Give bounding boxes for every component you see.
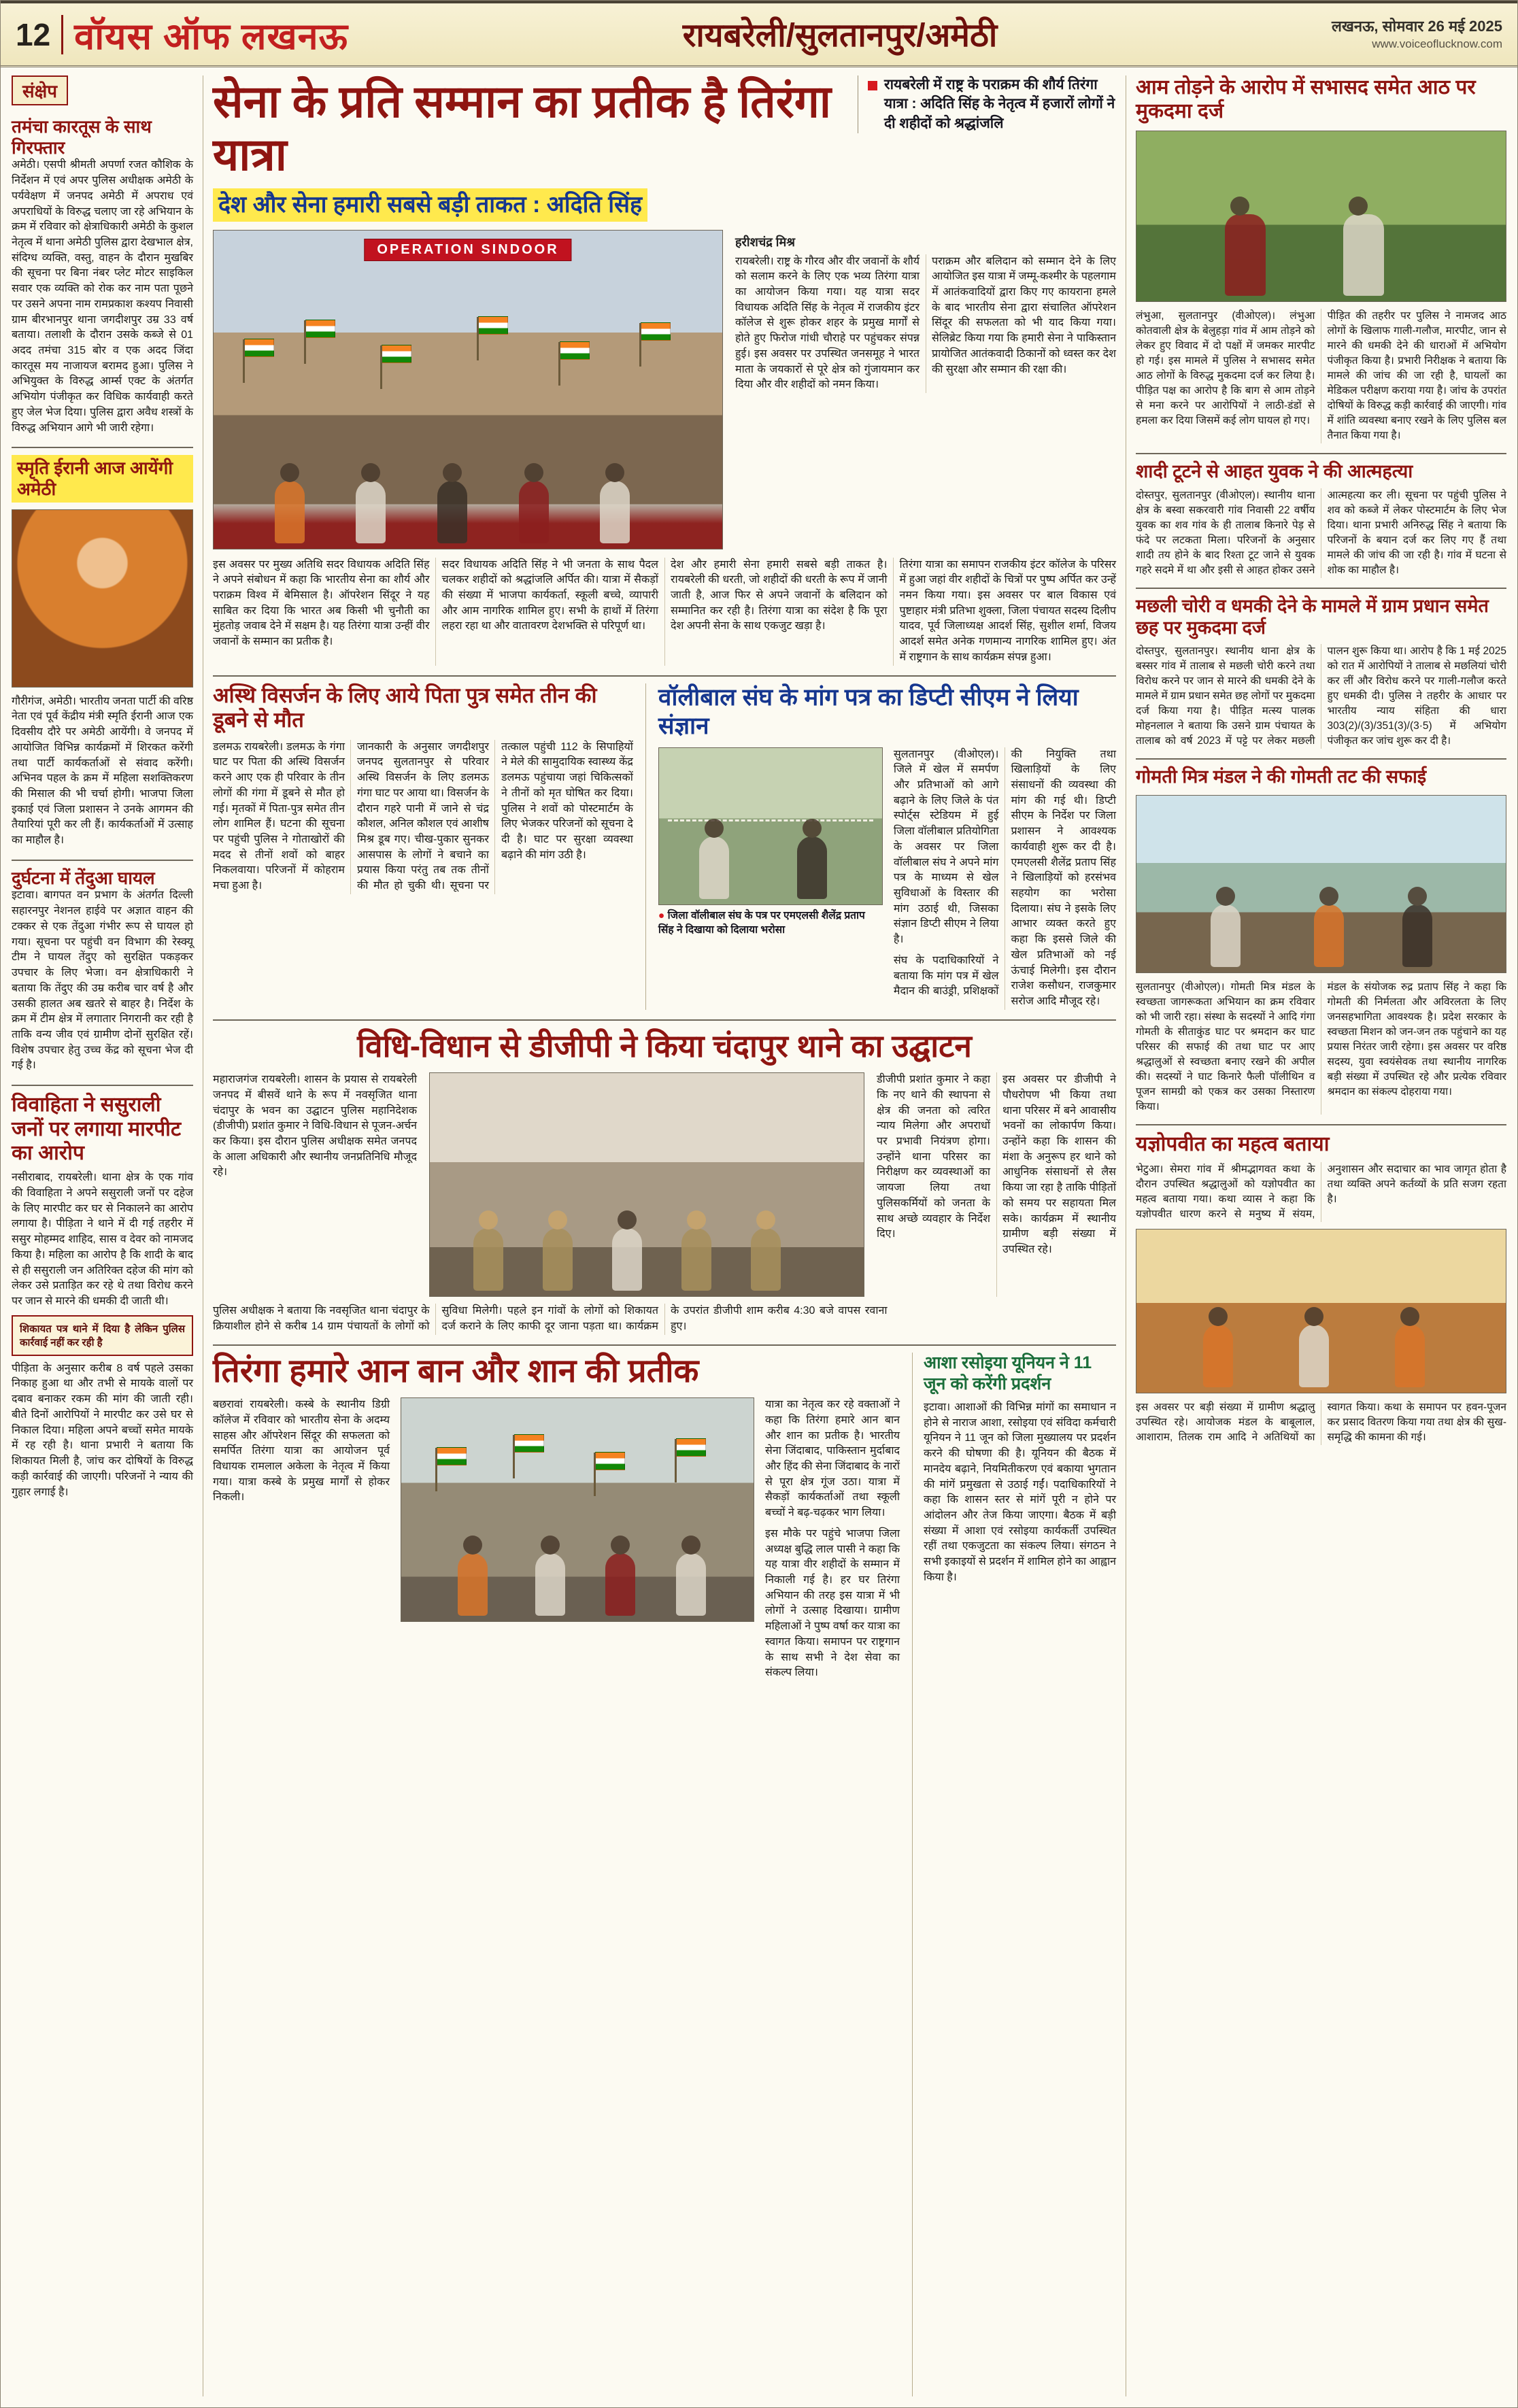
person-figure [605,1553,635,1616]
masthead [1,1,1517,67]
tiranga-paragraph-1: रायबरेली। राष्ट्र के गौरव और वीर जवानों के शौर्य को सलाम करने के लिए एक भव्य तिरंगा यात्रा का आयोजन किया गया। यह यात्रा सदर विधायक अदिति सिंह के नेतृत्व में राजकीय इंटर कॉलेज से शुरू होकर शहर के प्रमुख मार्गों से होते हुए फिरोज गांधी चौराहे पर पहुंचकर संपन्न हुई। इस अवसर पर उपस्थित जनसमूह ने भारत माता के जयकारों से पूरे क्षेत्र को गुंजायमान कर दिया और वीर शहीदों को नमन किया। [735,255,920,391]
photo-smriti-irani [12,509,193,688]
police-figure [543,1228,573,1291]
tiranga-paragraph-6: तिरंगा यात्रा का समापन राजकीय इंटर कॉलेज के परिसर में हुआ जहां वीर शहीदों के चित्रों पर पुष्प अर्पित कर उन्हें नमन किया गया। इस अवसर पर बाल विकास एवं पुष्टाहार मंत्री प्रतिभा शुक्ला, जिला पंचायत सदस्य दिलीप यादव, पूर्व जिलाध्यक्ष आदर्श सिंह, सुशील शर्मा, विजय आदर्श समेत अनेक गणमान्य नागरिक शामिल हुए। अंत में राष्ट्रगान के साथ कार्यक्रम संपन्न हुआ। [899,558,1116,663]
person-figure [1402,904,1432,967]
mango-paragraph-2: पीड़ित की तहरीर पर पुलिस ने नामजद आठ लोगों के खिलाफ गाली-गलौज, मारपीट, जान से मारने की धमकी देने की धाराओं में अभियोग पंजीकृत किया है। प्रभारी निरीक्षक ने बताया कि मामले की जांच की जा रही है, घायलों का मेडिकल परीक्षण कराया गया है। जांच के उपरांत दोषियों के विरुद्ध कड़ी कार्रवाई की जाएगी। गांव में शांति व्यवस्था बनाए रखने के लिए पुलिस बल तैनात किया गया है। [1327,309,1506,441]
aanbaan-paragraph-2: यात्रा का नेतृत्व कर रहे वक्ताओं ने कहा कि तिरंगा हमारे आन बान और शान का प्रतीक है। भारतीय सेना जिंदाबाद, पाकिस्तान मुर्दाबाद और हिंद की सेना जिंदाबाद के नारों से पूरा क्षेत्र गूंज उठा। यात्रा में सैकड़ों कार्यकर्ताओं तथा स्कूली बच्चों ने बढ़-चढ़कर भाग लिया। [765,1399,900,1519]
photo-tiranga-yatra [213,230,723,549]
volleyball-paragraph-2: संघ के पदाधिकारियों ने बताया कि मांग पत्र में खेल मैदान की बाउंड्री, प्रशिक्षकों की नियुक्ति तथा खिलाड़ियों के लिए संसाधनों की व्यवस्था की मांग की गई थी। डिप्टी सीएम के निर्देश पर जिला प्रशासन ने आवश्यक कार्यवाही शुरू कर दी है। एमएलसी शैलेंद्र प्रताप सिंह ने खिलाड़ियों को हरसंभव सहयोग का भरोसा दिलाया। संघ ने इसके लिए आभार व्यक्त करते हुए कहा कि इससे जिले की खेल प्रतिभाओं को नई ऊंचाई मिलेगी। इस दौरान राजेश कसौधन, राजकुमार सरोज आदि मौजूद रहे। [893,748,1116,1008]
gomti-headline: गोमती मित्र मंडल ने की गोमती तट की सफाई [1136,766,1427,787]
volleyball-paragraph-1: सुलतानपुर (वीओएल)। जिले में खेल में समर्पण और प्रतिभाओं को आगे बढ़ाने के लिए जिले के पंत स्पोर्ट्स स्टेडियम में हुई जिला वॉलीबाल प्रतियोगिता के अवसर पर जिला वॉलीबाल संघ ने अपने मांग पत्र के माध्यम से खेल सुविधाओं के विस्तार की मांग उठाई थी, जिसका संज्ञान डिप्टी सीएम ने लिया है। [893,748,999,946]
asha-headline: आशा रसोइया यूनियन ने 11 जून को करेंगी प्रदर्शन [924,1353,1092,1393]
flag-icon [514,1434,544,1453]
yagya-headline: यज्ञोपवीत का महत्व बताया [1136,1133,1330,1156]
article-tiranga-yatra [213,75,1116,666]
photo-tiranga-rally [401,1397,754,1622]
dgp-paragraph-3: इस अवसर पर डीजीपी ने पौधरोपण भी किया तथा थाना परिसर में बने आवासीय भवनों का लोकार्पण किया। उन्होंने कहा कि शासन की मंशा के अनुरूप हर थाने को आधुनिक संसाधनों से लैस किया जा रहा है ताकि पीड़ितों को समय पर सहायता मिल सके। कार्यक्रम में स्थानीय ग्रामीण बड़ी संख्या में उपस्थित रहे। [1002,1074,1116,1255]
flag-icon [382,345,411,363]
article-gun-arrest [12,116,193,436]
masthead-right [1332,17,1502,52]
article-fish-theft [1136,588,1506,749]
volleyball-figure [658,747,883,1010]
article-asthi-visarjan [213,683,633,1010]
section-title: रायबरेली/सुलतानपुर/अमेठी [682,18,998,54]
bottom-row [213,1344,1116,2397]
page-number: 12 [16,16,51,52]
police-figure [751,1228,781,1291]
volleyball-caption [658,909,883,938]
person-figure [1395,1325,1425,1387]
person-figure [356,481,386,543]
yagya-body-1: भेटुआ। सेमरा गांव में श्रीमद्भागवत कथा के दौरान उपस्थित श्रद्धालुओं को यज्ञोपवीत का महत्व बताया गया। कथा व्यास ने कहा कि यज्ञोपवीत धारण करने से मनुष्य में संयम, अनुशासन और सदाचार का भाव जागृत होता है तथा व्यक्ति अपने कर्तव्यों के प्रति सजग रहता है। [1136,1163,1506,1220]
article-suicide [1136,453,1506,578]
dgp-headline: विधि-विधान से डीजीपी ने किया चंदापुर थाने का उद्घाटन [357,1028,972,1064]
left-column [12,75,203,2396]
asthi-headline: अस्थि विसर्जन के लिए आये पिता पुत्र समेत तीन की डूबने से मौत [213,683,597,732]
volleyball-headline: वॉलीबाल संघ के मांग पत्र का डिप्टी सीएम ने लिया संज्ञान [658,683,1079,739]
photo-volleyball-ground [658,747,883,905]
photo-gomti-ghat [1136,795,1506,973]
person-figure [1225,214,1266,296]
article-smriti-irani [12,447,193,849]
article-gomti-cleanup [1136,758,1506,1115]
leopard-headline: दुर्घटना में तेंदुआ घायल [12,867,155,888]
article-mango-fir [1136,75,1506,443]
date-line: लखनऊ, सोमवार 26 मई 2025 [1332,18,1502,35]
person-figure [1343,214,1384,296]
person-figure [437,481,467,543]
paper-name: वॉयस ऑफ लखनऊ [74,16,349,57]
dgp-paragraph-1: महाराजगंज रायबरेली। शासन के प्रयास से रायबरेली जनपद में बीसवें थाने के रूप में नवसृजित थाना चंदापुर के भवन का उद्घाटन पुलिस महानिदेशक (डीजीपी) प्रशांत कुमार ने विधि-विधान से पूजन-अर्चन कर किया। इस दौरान पुलिस अधीक्षक समेत जनपद के आला अधिकारी और स्थानीय जनप्रतिनिधि मौजूद रहे। [213,1074,417,1178]
vivahita-body-1: नसीराबाद, रायबरेली। थाना क्षेत्र के एक गांव की विवाहिता ने अपने ससुराली जनों पर दहेज के लिए मारपीट कर घर से निकालने का आरोप लगाया है। पीड़िता ने थाने में दी गई तहरीर में ससुर मोहम्मद शाहिद, सास व देवर को नामजद किया है। महिला का आरोप है कि शादी के बाद से ही ससुराली जन अतिरिक्त दहेज की मांग को लेकर उसे प्रताड़ित कर रहे थे तथा विरोध करने पर जान से मारने की धमकी दी जाती थी। [12,1172,193,1308]
yagya-body-2: इस अवसर पर बड़ी संख्या में ग्रामीण श्रद्धालु उपस्थित रहे। आयोजक मंडल के बाबूलाल, आशाराम, तिलक राम आदि ने अतिथियों का स्वागत किया। कथा के समापन पर हवन-पूजन कर प्रसाद वितरण किया गया तथा क्षेत्र की सुख-समृद्धि की कामना की गई। [1136,1401,1506,1443]
asthi-paragraph-2: जानकारी के अनुसार जगदीशपुर जनपद सुलतानपुर से परिवार अस्थि विसर्जन के लिए डलमऊ गंगा घाट पर आया था। विसर्जन के दौरान गहरे पानी में जाने से चंद्र कौशल, अनिल कौशल एवं आशीष मिश्र डूब गए। चीख-पुकार सुनकर आसपास के लोगों ने बचाने का प्रयास किया परंतु तब तक तीनों की मौत हो चुकी थी। सूचना पर तत्काल पहुंची 112 के सिपाहियों ने मेले की सामुदायिक स्वास्थ्य केंद्र डलमऊ पहुंचाया जहां चिकित्सकों ने तीनों को मृत घोषित कर दिया। पुलिस ने शवों को पोस्टमार्टम के लिए भेजकर परिजनों को सूचना दे दी है। घाट पर सुरक्षा व्यवस्था बढ़ाने की मांग उठी है। [356,741,633,892]
flag-icon [641,322,671,341]
fish-body: दोस्तपुर, सुलतानपुर। स्थानीय थाना क्षेत्र के बस्सर गांव में तालाब से मछली चोरी करने तथा विरोध करने पर जान से मारने की धमकी देने के मामले में ग्राम प्रधान समेत छह लोगों पर मुकदमा दर्ज किया गया है। पीड़ित मत्स्य पालक मोहनलाल ने बताया कि उसने ग्राम पंचायत के तालाब को वर्ष 2023 में पट्टे पर लेकर मछली पालन शुरू किया था। आरोप है कि 1 मई 2025 को रात में आरोपियों ने तालाब से मछलियां चोरी कर लीं और विरोध करने पर गाली-गलौज करते हुए धमकी दी। पुलिस ने तहरीर के आधार पर भारतीय न्याय संहिता की धारा 303(2)/(3)/351(3)/(3·5) में अभियोग पंजीकृत कर जांच शुरू कर दी है। [1136,645,1506,747]
article-asha-union [912,1353,1116,2397]
article-volleyball-memo [645,683,1116,1010]
tiranga-subhead: देश और सेना हमारी सबसे बड़ी ताकत : अदिति सिंह [213,188,647,222]
page-content [1,67,1517,2407]
article-leopard-injured [12,860,193,1074]
masthead-divider [61,15,63,54]
tiranga-highlight-box [858,75,1116,133]
leopard-body: इटावा। बागपत वन प्रभाग के अंतर्गत दिल्ली सहारनपुर नेशनल हाईवे पर अज्ञात वाहन की टक्कर से एक तेंदुआ गंभीर रूप से घायल हो गया। सूचना पर पहुंची वन विभाग की रेस्क्यू टीम ने घायल तेंदुए को सुरक्षित पकड़कर उपचार के लिए भेजा। वन क्षेत्राधिकारी ने बताया कि तेंदुए की उम्र करीब चार वर्ष है और उसकी हालत अब खतरे से बाहर है। निर्देश के क्रम में टीम क्षेत्र में लगातार निगरानी कर रही है ताकि वन्य जीव एवं ग्रामीण दोनों सुरक्षित रहें। विशेष उपचार हेतु उच्च केंद्र को सूचना भेज दी गई है। [12,889,193,1072]
flag-icon [305,320,335,338]
tiranga-headline: सेना के प्रति सम्मान का प्रतीक है तिरंगा यात्रा [213,76,831,180]
volleyball-caption-text: जिला वॉलीबाल संघ के पत्र पर एमएलसी शैलेंद्र प्रताप सिंह ने दिखाया को दिलाया भरोसा [658,909,865,936]
tiranga-continued-text [213,558,1116,666]
person-figure [600,481,630,543]
person-figure [612,1228,642,1291]
tiranga-highlight-text: रायबरेली में राष्ट्र के पराक्रम की शौर्य तिरंगा यात्रा : अदिति सिंह के नेतृत्व में हजारों लोगों ने दी शहीदों को श्रद्धांजलि [884,77,1115,131]
article-tiranga-aanbaan [213,1353,900,2397]
photo-katha-ritual [1136,1229,1506,1393]
website-url: www.voiceoflucknow.com [1372,37,1502,50]
person-figure [676,1553,706,1616]
vivahita-headline: विवाहिता ने ससुराली जनों पर लगाया मारपीट का आरोप [12,1093,182,1164]
person-figure [458,1553,488,1616]
police-figure [681,1228,711,1291]
person-figure [519,481,549,543]
smriti-headline: स्मृति ईरानी आज आयेंगी अमेठी [12,455,193,502]
fish-headline: मछली चोरी व धमकी देने के मामले में ग्राम प्रधान समेत छह पर मुकदमा दर्ज [1136,595,1489,638]
mango-paragraph-1: लंभुआ, सुलतानपुर (वीओएल)। लंभुआ कोतवाली क्षेत्र के बेलुहड़ा गांव में आम तोड़ने को लेकर हुए विवाद में दो पक्षों में जमकर मारपीट हो गई। इस मामले में पुलिस ने सभासद समेत आठ लोगों के विरुद्ध मुकदमा दर्ज कर लिया है। पीड़ित पक्ष का आरोप है कि बाग से आम तोड़ने से मना करने पर आरोपियों ने लाठी-डंडों से हमला कर दिया जिसमें कई लोग घायल हो गए। [1136,309,1315,426]
flag-icon [478,316,508,335]
tiranga-byline: हरीशचंद्र मिश्र [735,235,795,249]
dgp-paragraph-4: पुलिस अधीक्षक ने बताया कि नवसृजित थाना चंदापुर के क्रियाशील होने से करीब 14 ग्राम पंचायतों के लोगों को सुविधा मिलेगी। पहले इन गांवों के लोगों को शिकायत दर्ज कराने के लिए काफी दूर जाना पड़ता था। कार्यक्रम के उपरांत डीजीपी शाम करीब 4:30 बजे वापस रवाना हुए। [213,1305,888,1332]
flag-icon [595,1452,625,1470]
person-figure [797,836,827,899]
vivahita-quote-box: शिकायत पत्र थाने में दिया है लेकिन पुलिस कार्रवाई नहीं कर रही है [12,1315,193,1356]
dgp-text-right [877,1072,1116,1297]
person-figure [535,1553,565,1616]
suicide-headline: शादी टूटने से आहत युवक ने की आत्महत्या [1136,460,1413,481]
flag-icon [560,341,590,360]
person-figure [1203,1325,1233,1387]
tiranga-paragraph-5: देश और हमारी सेना हमारी सबसे बड़ी ताकत है। रायबरेली की धरती, जो शहीदों की धरती के रूप में जानी जाती है, आज फिर से अपने जवानों के बलिदान को सम्मानित कर रही है। तिरंगा यात्रा का संदेश है कि पूरा देश अपनी सेना के साथ एकजुट खड़ा है। [671,558,888,632]
operation-sindoor-banner: OPERATION SINDOOR [364,239,571,261]
police-figure [473,1228,503,1291]
aanbaan-paragraph-3: इस मौके पर पहुंचे भाजपा जिला अध्यक्ष बुद्धि लाल पासी ने कहा कि यह यात्रा वीर शहीदों के सम्मान में निकाली गई है। हर घर तिरंगा अभियान की तरह इस यात्रा में भी लोगों ने उत्साह दिखाया। ग्रामीण महिलाओं ने पुष्प वर्षा कर यात्रा का स्वागत किया। समापन पर राष्ट्रगान के साथ सभी ने देश सेवा का संकल्प लिया। [765,1527,900,1679]
tiranga-head-block [213,75,847,222]
person-figure [1299,1325,1329,1387]
flag-icon [244,339,274,357]
flag-icon [676,1438,706,1457]
photo-accused-men [1136,131,1506,302]
article-dgp-inauguration [213,1019,1116,1335]
mango-headline: आम तोड़ने के आरोप में सभासद समेत आठ पर मुकदमा दर्ज [1136,76,1476,123]
suicide-body: दोस्तपुर, सुलतानपुर (वीओएल)। स्थानीय थाना क्षेत्र के बस्वा सकरवारी गांव निवासी 22 वर्षीय युवक का शव गांव के ही तालाब किनारे पेड़ से फंदे पर लटकता मिला। परिजनों के अनुसार शादी तय होने के बाद रिश्ता टूट जाने से युवक गहरे सदमे में था और इसी से आहत होकर उसने आत्महत्या कर ली। सूचना पर पहुंची पुलिस ने शव को कब्जे में लेकर पोस्टमार्टम के लिए भेज दिया। थाना प्रभारी अनिरुद्ध सिंह ने बताया कि परिजनों के बयान दर्ज कर लिए गए हैं तथा मामले की जांच की जा रही है। गांव में घटना से शोक का माहौल है। [1136,489,1506,576]
smriti-body: गौरीगंज, अमेठी। भारतीय जनता पार्टी की वरिष्ठ नेता एवं पूर्व केंद्रीय मंत्री स्मृति ईरानी आज एक दिवसीय दौरे पर अमेठी आयेंगी। वे जनपद में आयोजित विभिन्न कार्यक्रमों में शिरकत करेंगी तथा पार्टी कार्यकर्ताओं से संवाद करेंगी। अभिनव पहल के क्रम में महिला सशक्तिकरण की मिसाल की भी चर्चा होगी। भाजपा जिला इकाई एवं जिला प्रशासन ने उनके आगमन की तैयारियां पूरी कर ली हैं। कार्यकर्ताओं में उत्साह का माहौल है। [12,695,193,847]
article-vivahita-complaint [12,1085,193,1500]
bullet-square-icon [868,81,877,90]
person-figure [1314,904,1344,967]
dgp-paragraph-2: डीजीपी प्रशांत कुमार ने कहा कि नए थाने की स्थापना से क्षेत्र की जनता को त्वरित न्याय मिलेगा और अपराधों पर प्रभावी नियंत्रण होगा। उन्होंने थाना परिसर का निरीक्षण कर व्यवस्थाओं का जायजा लिया तथा पुलिसकर्मियों को जनता के साथ अच्छे व्यवहार के निर्देश दिए। [877,1074,990,1240]
article-yagyopavit [1136,1124,1506,1444]
dgp-continued-text [213,1304,1116,1334]
right-column [1126,75,1506,2396]
tiranga-paragraph-4: सदर विधायक अदिति सिंह ने भी जनता के साथ पैदल चलकर शहीदों को श्रद्धांजलि अर्पित की। यात्रा में सैकड़ों की संख्या में भाजपा कार्यकर्ता, स्कूली बच्चे, व्यापारी और आम नागरिक शामिल हुए। सभी के हाथों में तिरंगा लहरा रहा था और वातावरण देशभक्ति से परिपूर्ण था। [441,558,658,632]
tiranga-paragraph-3: इस अवसर पर मुख्य अतिथि सदर विधायक अदिति सिंह ने अपने संबोधन में कहा कि भारतीय सेना का शौर्य और पराक्रम विश्व में बेमिसाल है। ऑपरेशन सिंदूर ने यह साबित कर दिया कि भारत अब किसी भी चुनौती का मुंहतोड़ जवाब देने में सक्षम है। यह तिरंगा यात्रा उन्हीं वीर जवानों के सम्मान का प्रतीक है। [213,558,430,648]
volleyball-net [668,819,873,821]
center-column [203,75,1126,2396]
volleyball-text [894,747,1116,1010]
aanbaan-paragraph-1: बछरावां रायबरेली। कस्बे के स्थानीय डिग्री कॉलेज में रविवार को भारतीय सेना के अदम्य साहस और ऑपरेशन सिंदूर की सफलता को समर्पित तिरंगा यात्रा का आयोजन पूर्व विधायक रामलाल अकेला के नेतृत्व में किया गया। यात्रा कस्बे के प्रमुख मार्गों से होकर निकली। [213,1399,390,1504]
person-figure [275,481,305,543]
vivahita-body-2: पीड़िता के अनुसार करीब 8 वर्ष पहले उसका निकाह हुआ था और तभी से मायके वालों पर दबाव बनाकर रकम की मांग की जाती रही। बीते दिनों आरोपियों ने मारपीट कर उसे घर से निकाल दिया। महिला अपने बच्चों समेत मायके में रह रही है। थाना प्रभारी ने बताया कि शिकायत मिली है, जांच कर दोषियों के विरुद्ध कड़ी कार्रवाई की जाएगी। परिजनों ने न्याय की गुहार लगाई है। [12,1362,193,1498]
brief-label: संक्षेप [12,75,68,105]
gomti-paragraph-2: मंडल के संयोजक रुद्र प्रताप सिंह ने कहा कि गोमती की निर्मलता और अविरलता के लिए जनसहभागिता आवश्यक है। प्रदेश सरकार के स्वच्छता मिशन को जन-जन तक पहुंचाने का यह प्रयास निरंतर जारी रहेगा। इस अवसर पर वरिष्ठ सदस्य, युवा स्वयंसेवक तथा स्थानीय नागरिक बड़ी संख्या में उपस्थित रहे और प्रत्येक रविवार श्रमदान का संकल्प दोहराया गया। [1327,981,1506,1098]
caption-bullet-icon: ● [658,909,668,921]
tiranga-paragraph-2: पराक्रम और बलिदान को सम्मान देने के लिए आयोजित इस यात्रा में जम्मू-कश्मीर के पहलगाम में आतंकवादियों द्वारा किए गए कायराना हमले के बाद भारतीय सेना द्वारा संचालित ऑपरेशन सिंदूर की सफलता को भी याद किया गया। सेलिब्रेट किया गया कि हमारी सेना ने पाकिस्तान प्रायोजित आतंकवादी ठिकानों को ध्वस्त कर देश की सुरक्षा और सम्मान की रक्षा की। [932,255,1116,375]
asha-body: इटावा। आशाओं की विभिन्न मांगों का समाधान न होने से नाराज आशा, रसोइया एवं संविदा कर्मचारी यूनियन ने 11 जून को जिला मुख्यालय पर प्रदर्शन करने की घोषणा की है। यूनियन की बैठक में मानदेय बढ़ाने, नियमितीकरण एवं बकाया भुगतान की मांगें प्रमुखता से उठाई गईं। पदाधिकारियों ने कहा कि शासन स्तर से मांगें पूरी न होने पर आंदोलन और तेज किया जाएगा। बैठक में बड़ी संख्या में आशा एवं रसोइया कार्यकर्ती उपस्थित रहीं तथा एकजुटता का संकल्प लिया। संगठन ने सभी इकाइयों से प्रदर्शन में शामिल होने का आह्वान किया है। [924,1402,1116,1583]
gun-arrest-headline: तमंचा कारतूस के साथ गिरफ्तार [12,116,152,158]
gun-arrest-body: अमेठी। एसपी श्रीमती अपर्णा रजत कौशिक के निर्देशन में एवं अपर पुलिस अधीक्षक अमेठी के पर्यवेक्षण में जनपद अमेठी में अपराध एवं अपराधियों के विरुद्ध चलाए जा रहे अभियान के क्रम में रविवार को क्षेत्राधिकारी अमेठी के कुशल नेतृत्व में थाना अमेठी पुलिस द्वारा देखभाल क्षेत्र, संदिग्ध व्यक्ति, वस्तु, वाहन के दौरान मुखबिर की सूचना पर बिना नंबर प्लेट मोटर साइकिल सवार एक व्यक्ति को रोक कर नाम पता पूछने पर उसने अपना नाम रामप्रकाश कश्यप निवासी ग्राम बीरभानपुर थाना जगदीशपुर उम्र 33 वर्ष बताया। तलाशी के दौरान उसके कब्जे से 01 अदद तमंचा 315 बोर व एक अदद जिंदा कारतूस मय नाजायज बरामद हुआ। पुलिस ने अभियुक्त के विरुद्ध आर्म्स एक्ट के अंतर्गत अभियोग पंजीकृत कर विधिक कार्यवाही करते हुए जेल भेज दिया। पुलिस द्वारा अवैध शस्त्रों के विरुद्ध अभियान आगे भी जारी रहेगा। [12,159,193,434]
photo-dgp-event [429,1072,864,1297]
person-figure [1211,904,1241,967]
aanbaan-text-right [765,1397,900,1681]
person-figure [699,836,729,899]
gomti-paragraph-1: सुलतानपुर (वीओएल)। गोमती मित्र मंडल के स्वच्छता जागरूकता अभियान का क्रम रविवार को भी जारी रहा। संस्था के सदस्यों ने आदि गंगा गोमती के सीताकुंड घाट पर श्रमदान कर घाट परिसर की सफाई की तथा घाट पर आए श्रद्धालुओं से स्वच्छता बनाए रखने की अपील की। सदस्यों ने घाट किनारे फैली पॉलीथिन व पूजन सामग्री को एकत्र कर उसका निस्तारण किया। [1136,981,1315,1113]
aanbaan-headline: तिरंगा हमारे आन बान और शान की प्रतीक [213,1353,699,1389]
tiranga-side-text [735,230,1116,549]
masthead-left [16,10,348,60]
asthi-paragraph-1: डलमऊ रायबरेली। डलमऊ के गंगा घाट पर पिता की अस्थि विसर्जन करने आए एक ही परिवार के तीन लोगों की गंगा में डूबने से मौत हो गई। मृतकों में पिता-पुत्र समेत तीन लोग शामिल हैं। घटना की सूचना पर पहुंची पुलिस ने गोताखोरों की मदद से तीनों शवों को बाहर निकलवाया। परिजनों में कोहराम मचा हुआ है। [213,741,345,892]
flag-icon [437,1447,467,1465]
middle-row [213,675,1116,1010]
